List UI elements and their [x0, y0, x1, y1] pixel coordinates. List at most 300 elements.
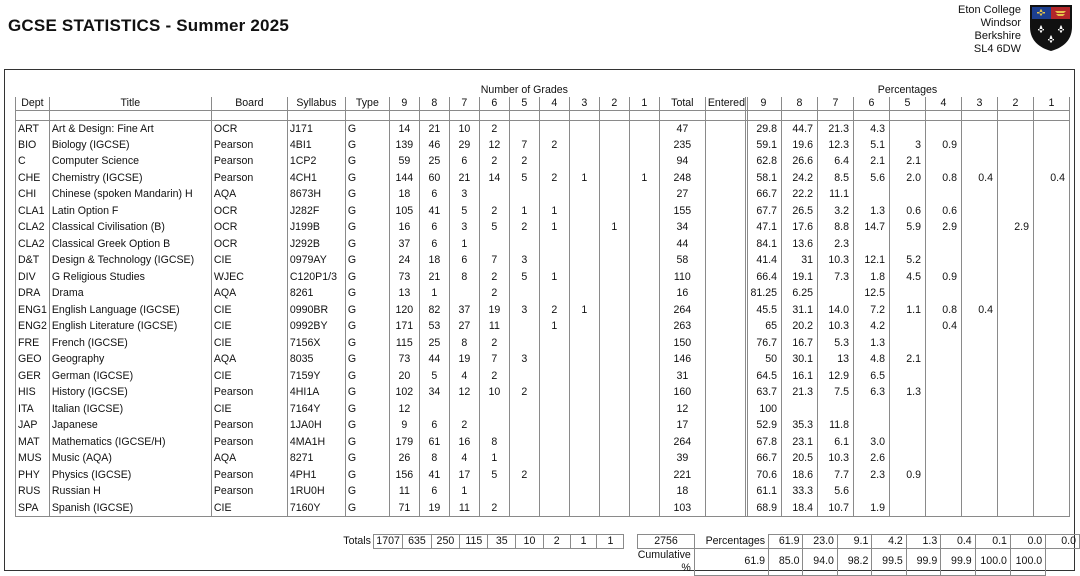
percentage-cell: 66.7 — [746, 451, 782, 468]
percentage-cell: 26.6 — [782, 154, 818, 171]
grade-count-cell: 6 — [419, 484, 449, 501]
percentage-cell: 50 — [746, 352, 782, 369]
grade-count-cell: 6 — [419, 418, 449, 435]
grade-count-cell — [599, 451, 629, 468]
table-row — [16, 253, 748, 270]
table-row — [16, 467, 748, 484]
percentage-cell: 5.1 — [854, 137, 890, 154]
title-cell: Italian (IGCSE) — [49, 401, 211, 418]
grade-count-cell — [599, 121, 629, 138]
entered-cell — [705, 236, 747, 253]
dept-cell: D&T — [16, 253, 50, 270]
blank-cell — [403, 549, 431, 576]
percentage-cell: 21.3 — [782, 385, 818, 402]
syllabus-cell: J199B — [287, 220, 345, 237]
percentage-cell — [998, 467, 1034, 484]
header-grade: 3 — [569, 97, 599, 111]
pct-row — [746, 286, 1070, 303]
grade-count-cell — [449, 286, 479, 303]
grade-count-cell: 1 — [509, 203, 539, 220]
grade-count-cell: 2 — [509, 154, 539, 171]
syllabus-cell: 7160Y — [287, 500, 345, 517]
type-cell: G — [345, 302, 389, 319]
table-row — [16, 352, 748, 369]
percentage-cell: 65 — [746, 319, 782, 336]
entered-cell — [705, 302, 747, 319]
syllabus-cell: 4BI1 — [287, 137, 345, 154]
grade-count-cell: 18 — [389, 187, 419, 204]
percentage-cell — [1034, 467, 1070, 484]
percentage-cell: 7.7 — [818, 467, 854, 484]
board-cell: OCR — [211, 236, 287, 253]
percentage-cell: 2.0 — [890, 170, 926, 187]
percentage-cell — [998, 500, 1034, 517]
grade-count-cell — [569, 500, 599, 517]
percentage-cell: 41.4 — [746, 253, 782, 270]
percentage-cell: 52.9 — [746, 418, 782, 435]
type-cell: G — [345, 368, 389, 385]
percentage-cell — [890, 484, 926, 501]
type-cell: G — [345, 236, 389, 253]
percentages-group-header: Percentages — [877, 84, 938, 96]
percentage-cell — [926, 401, 962, 418]
title-cell: Design & Technology (IGCSE) — [49, 253, 211, 270]
grade-count-cell — [629, 302, 659, 319]
grade-count-cell: 26 — [389, 451, 419, 468]
title-cell: German (IGCSE) — [49, 368, 211, 385]
entered-cell — [705, 484, 747, 501]
board-cell: AQA — [211, 451, 287, 468]
grade-count-cell: 2 — [479, 269, 509, 286]
grade-count-cell — [509, 121, 539, 138]
totals-gap — [624, 535, 638, 549]
percentage-cell: 13 — [818, 352, 854, 369]
percentage-cell: 5.3 — [818, 335, 854, 352]
header-syllabus: Syllabus — [287, 97, 345, 111]
spacer-cell — [479, 111, 509, 121]
percentage-cell: 1.3 — [854, 335, 890, 352]
grade-count-cell — [569, 451, 599, 468]
percentage-cell: 61.1 — [746, 484, 782, 501]
percentages-table — [745, 84, 1070, 517]
pct-row — [746, 484, 1070, 501]
grade-count-cell — [569, 203, 599, 220]
percentage-cell: 4.5 — [890, 269, 926, 286]
grade-count-cell — [419, 401, 449, 418]
percentage-cell: 19.1 — [782, 269, 818, 286]
percentage-cell: 29.8 — [746, 121, 782, 138]
grade-count-cell — [509, 286, 539, 303]
syllabus-cell: 7164Y — [287, 401, 345, 418]
title-cell: Physics (IGCSE) — [49, 467, 211, 484]
header-dept: Dept — [16, 97, 50, 111]
blank-cell — [543, 549, 570, 576]
percentage-cell — [818, 401, 854, 418]
grade-count-cell: 37 — [389, 236, 419, 253]
grade-count-cell — [569, 335, 599, 352]
grade-count-cell: 27 — [449, 319, 479, 336]
type-cell: G — [345, 401, 389, 418]
header-grade: 1 — [629, 97, 659, 111]
percentage-cell: 10.3 — [818, 319, 854, 336]
percentage-cell — [962, 335, 998, 352]
percentage-cell — [962, 500, 998, 517]
percentage-cell — [998, 154, 1034, 171]
board-cell: Pearson — [211, 418, 287, 435]
percentage-cell — [890, 434, 926, 451]
grade-count-cell: 2 — [479, 335, 509, 352]
percentage-cell — [854, 484, 890, 501]
spacer-cell — [854, 111, 890, 121]
percentage-cell — [1034, 302, 1070, 319]
totals-grade-cell: 250 — [431, 535, 459, 549]
percentage-cell: 4.8 — [854, 352, 890, 369]
grade-count-cell — [599, 385, 629, 402]
dept-cell: HIS — [16, 385, 50, 402]
percentage-cell — [998, 269, 1034, 286]
percentage-cell — [926, 236, 962, 253]
percentage-cell: 62.8 — [746, 154, 782, 171]
grade-count-cell: 3 — [449, 220, 479, 237]
total-cell: 221 — [659, 467, 705, 484]
cumulative-cell: 94.0 — [803, 549, 837, 576]
title-cell: Spanish (IGCSE) — [49, 500, 211, 517]
type-cell: G — [345, 434, 389, 451]
spacer-cell — [818, 111, 854, 121]
grade-count-cell: 5 — [449, 203, 479, 220]
percentage-cell: 4.3 — [854, 121, 890, 138]
spacer-cell — [782, 111, 818, 121]
percentage-cell: 12.1 — [854, 253, 890, 270]
grade-count-cell — [629, 269, 659, 286]
board-cell: CIE — [211, 368, 287, 385]
total-cell: 155 — [659, 203, 705, 220]
spacer-cell — [890, 111, 926, 121]
syllabus-cell: 7159Y — [287, 368, 345, 385]
grade-count-cell: 17 — [449, 467, 479, 484]
spacer-cell — [599, 111, 629, 121]
grade-count-cell — [539, 368, 569, 385]
grade-count-cell: 21 — [449, 170, 479, 187]
percentage-cell: 2.3 — [818, 236, 854, 253]
grade-count-cell: 144 — [389, 170, 419, 187]
grade-count-cell: 19 — [449, 352, 479, 369]
pct-row — [746, 385, 1070, 402]
percentage-cell: 63.7 — [746, 385, 782, 402]
board-cell: Pearson — [211, 385, 287, 402]
spacer-cell — [962, 111, 998, 121]
total-cell: 110 — [659, 269, 705, 286]
percentage-cell: 18.6 — [782, 467, 818, 484]
grade-count-cell — [629, 451, 659, 468]
percentage-cell — [1034, 500, 1070, 517]
spacer-cell — [16, 111, 50, 121]
pct-row — [746, 203, 1070, 220]
type-cell: G — [345, 253, 389, 270]
percentage-cell: 84.1 — [746, 236, 782, 253]
grade-count-cell: 10 — [449, 121, 479, 138]
entered-cell — [705, 418, 747, 435]
dept-cell: CHI — [16, 187, 50, 204]
grade-count-cell: 37 — [449, 302, 479, 319]
grade-count-cell: 73 — [389, 269, 419, 286]
pct-row — [746, 269, 1070, 286]
school-crest-icon — [1028, 3, 1074, 53]
grade-count-cell: 21 — [419, 121, 449, 138]
percentage-cell: 16.7 — [782, 335, 818, 352]
percentage-cell — [854, 187, 890, 204]
grade-count-cell: 19 — [419, 500, 449, 517]
grade-count-cell: 3 — [449, 187, 479, 204]
syllabus-cell: 0990BR — [287, 302, 345, 319]
dept-cell: MUS — [16, 451, 50, 468]
percentage-cell: 0.9 — [926, 269, 962, 286]
percentage-cell: 6.1 — [818, 434, 854, 451]
totals-pct-cell: 1.3 — [906, 535, 940, 549]
syllabus-cell: 1JA0H — [287, 418, 345, 435]
percentage-cell — [962, 286, 998, 303]
title-cell: Drama — [49, 286, 211, 303]
grade-count-cell: 1 — [569, 170, 599, 187]
grade-count-cell: 1 — [449, 236, 479, 253]
pct-row — [746, 434, 1070, 451]
dept-cell: CHE — [16, 170, 50, 187]
header-grade: 9 — [389, 97, 419, 111]
entered-cell — [705, 137, 747, 154]
percentage-cell: 10.7 — [818, 500, 854, 517]
percentage-cell — [1034, 220, 1070, 237]
grade-count-cell: 8 — [449, 335, 479, 352]
title-cell: Geography — [49, 352, 211, 369]
percentage-cell — [1034, 253, 1070, 270]
grade-count-cell: 115 — [389, 335, 419, 352]
table-row — [16, 335, 748, 352]
dept-cell: SPA — [16, 500, 50, 517]
percentage-cell: 66.7 — [746, 187, 782, 204]
dept-cell: ENG2 — [16, 319, 50, 336]
board-cell: CIE — [211, 401, 287, 418]
percentage-cell: 1.3 — [890, 385, 926, 402]
percentage-cell — [1034, 154, 1070, 171]
grade-count-cell — [509, 236, 539, 253]
percentage-cell: 33.3 — [782, 484, 818, 501]
board-cell: AQA — [211, 352, 287, 369]
percentage-cell — [1034, 236, 1070, 253]
grade-count-cell: 46 — [419, 137, 449, 154]
blank-cell — [597, 549, 624, 576]
grade-count-cell — [539, 253, 569, 270]
header-grade: 2 — [599, 97, 629, 111]
percentage-cell: 64.5 — [746, 368, 782, 385]
totals-pct-cell: 4.2 — [872, 535, 906, 549]
spacer-cell — [659, 111, 705, 121]
dept-cell: DRA — [16, 286, 50, 303]
grade-count-cell — [599, 170, 629, 187]
grade-count-cell: 4 — [449, 368, 479, 385]
grade-count-cell: 8 — [479, 434, 509, 451]
entered-cell — [705, 154, 747, 171]
grade-count-cell — [599, 137, 629, 154]
grade-count-cell — [509, 418, 539, 435]
grade-count-cell — [479, 418, 509, 435]
grade-count-cell — [629, 220, 659, 237]
board-cell: Pearson — [211, 170, 287, 187]
percentage-cell: 58.1 — [746, 170, 782, 187]
percentage-cell: 3.2 — [818, 203, 854, 220]
grade-count-cell — [479, 484, 509, 501]
totals-grade-cell: 2 — [543, 535, 570, 549]
grade-count-cell — [629, 137, 659, 154]
grade-count-cell: 1 — [539, 319, 569, 336]
percentage-cell — [890, 500, 926, 517]
pct-row — [746, 418, 1070, 435]
total-cell: 160 — [659, 385, 705, 402]
grade-count-cell — [599, 418, 629, 435]
syllabus-cell: 4PH1 — [287, 467, 345, 484]
grade-count-cell: 5 — [509, 269, 539, 286]
percentage-cell: 10.3 — [818, 451, 854, 468]
percentage-cell — [962, 451, 998, 468]
grade-count-cell: 7 — [509, 137, 539, 154]
title-cell: Biology (IGCSE) — [49, 137, 211, 154]
title-cell: Computer Science — [49, 154, 211, 171]
grade-count-cell: 4 — [449, 451, 479, 468]
entered-cell — [705, 335, 747, 352]
percentage-cell — [1034, 203, 1070, 220]
pct-row — [746, 137, 1070, 154]
grade-count-cell: 16 — [389, 220, 419, 237]
spacer-cell — [926, 111, 962, 121]
type-cell: G — [345, 335, 389, 352]
syllabus-cell: J282F — [287, 203, 345, 220]
grade-count-cell: 3 — [509, 253, 539, 270]
grade-count-cell — [599, 319, 629, 336]
total-cell: 235 — [659, 137, 705, 154]
grade-count-cell — [599, 187, 629, 204]
entered-cell — [705, 203, 747, 220]
title-cell: English Literature (IGCSE) — [49, 319, 211, 336]
grade-count-cell — [569, 484, 599, 501]
percentage-cell — [998, 137, 1034, 154]
grade-count-cell: 2 — [479, 203, 509, 220]
percentage-cell: 11.8 — [818, 418, 854, 435]
grade-count-cell — [599, 335, 629, 352]
percentage-cell: 2.1 — [890, 352, 926, 369]
type-cell: G — [345, 220, 389, 237]
percentage-cell: 67.8 — [746, 434, 782, 451]
totals-grade-cell: 35 — [488, 535, 516, 549]
grade-count-cell — [539, 187, 569, 204]
board-cell: Pearson — [211, 154, 287, 171]
grade-count-cell: 2 — [509, 220, 539, 237]
percentage-cell: 31 — [782, 253, 818, 270]
grade-count-cell — [629, 352, 659, 369]
percentage-cell — [998, 352, 1034, 369]
percentage-cell: 31.1 — [782, 302, 818, 319]
header-grade: 6 — [479, 97, 509, 111]
grade-count-cell — [599, 467, 629, 484]
blank-cell — [516, 549, 544, 576]
board-cell: AQA — [211, 187, 287, 204]
header-pct-grade: 3 — [962, 97, 998, 111]
grade-count-cell — [539, 401, 569, 418]
percentage-cell: 1.9 — [854, 500, 890, 517]
grade-count-cell — [569, 253, 599, 270]
grade-count-cell: 1 — [449, 484, 479, 501]
grade-count-cell: 20 — [389, 368, 419, 385]
address-line: Windsor — [980, 17, 1021, 29]
pct-row — [746, 253, 1070, 270]
dept-cell: C — [16, 154, 50, 171]
blank-cell — [570, 549, 597, 576]
grade-count-cell — [599, 434, 629, 451]
percentage-cell: 18.4 — [782, 500, 818, 517]
percentage-cell: 12.5 — [854, 286, 890, 303]
percentage-cell — [926, 253, 962, 270]
table-row — [16, 451, 748, 468]
grade-count-cell — [509, 434, 539, 451]
syllabus-cell: 7156X — [287, 335, 345, 352]
grade-count-cell: 6 — [419, 236, 449, 253]
school-address — [958, 4, 1021, 56]
entered-cell — [705, 368, 747, 385]
percentage-cell — [962, 253, 998, 270]
grade-count-cell — [509, 368, 539, 385]
percentage-cell: 1.1 — [890, 302, 926, 319]
spacer-cell — [49, 111, 211, 121]
syllabus-cell: C120P1/3 — [287, 269, 345, 286]
dept-cell: ITA — [16, 401, 50, 418]
header-pct-grade: 4 — [926, 97, 962, 111]
percentage-cell — [962, 368, 998, 385]
total-cell: 248 — [659, 170, 705, 187]
board-cell: AQA — [211, 286, 287, 303]
percentage-cell — [962, 385, 998, 402]
grade-count-cell: 6 — [419, 187, 449, 204]
pct-row — [746, 121, 1070, 138]
header-pct-grade: 7 — [818, 97, 854, 111]
total-cell: 18 — [659, 484, 705, 501]
table-row — [16, 286, 748, 303]
grade-count-cell — [629, 286, 659, 303]
percentage-cell: 12.9 — [818, 368, 854, 385]
percentage-cell — [962, 236, 998, 253]
spacer-cell — [746, 111, 782, 121]
percentage-cell — [998, 286, 1034, 303]
percentage-cell — [890, 401, 926, 418]
totals-grade-cell: 115 — [460, 535, 488, 549]
title-cell: Music (AQA) — [49, 451, 211, 468]
grade-count-cell: 105 — [389, 203, 419, 220]
total-cell: 103 — [659, 500, 705, 517]
percentage-cell: 7.5 — [818, 385, 854, 402]
percentage-cell: 81.25 — [746, 286, 782, 303]
board-cell: OCR — [211, 203, 287, 220]
grade-count-cell — [599, 401, 629, 418]
grade-count-cell — [539, 500, 569, 517]
percentage-cell: 35.3 — [782, 418, 818, 435]
board-cell: Pearson — [211, 467, 287, 484]
percentage-cell: 2.9 — [926, 220, 962, 237]
grade-count-cell: 24 — [389, 253, 419, 270]
totals-total-cell: 2756 — [638, 535, 695, 549]
grade-count-cell: 11 — [389, 484, 419, 501]
title-cell: History (IGCSE) — [49, 385, 211, 402]
type-cell: G — [345, 269, 389, 286]
syllabus-cell: 8261 — [287, 286, 345, 303]
totals-pct-cell: 61.9 — [769, 535, 803, 549]
header-type: Type — [345, 97, 389, 111]
